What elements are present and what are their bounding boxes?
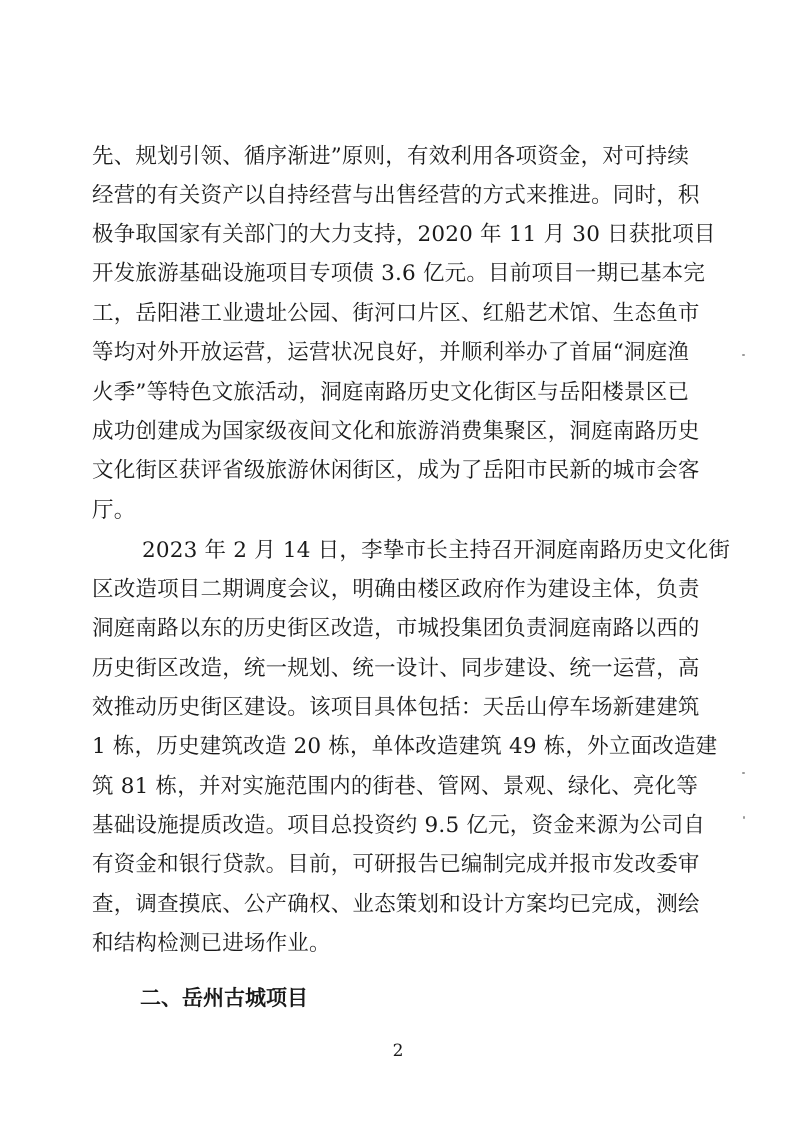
paragraph-1-line-1: 先、规划引领、循序渐进”原则，有效利用各项资金，对可持续 [92,144,690,169]
paragraph-2-line-9: 有资金和银行贷款。目前，可研报告已编制完成并报市发改委审 [92,852,700,877]
paragraph-1-line-3: 极争取国家有关部门的大力支持，2020 年 11 月 30 日获批项目 [92,222,716,247]
scan-speck [743,816,745,819]
paragraph-2-line-10: 查，调查摸底、公产确权、业态策划和设计方案均已完成，测绘 [92,892,700,917]
paragraph-2-line-4: 历史街区改造，统一规划、统一设计、同步建设、统一运营，高 [92,656,700,681]
paragraph-2-line-5: 效推动历史街区建设。该项目具体包括：天岳山停车场新建建筑 [92,695,700,720]
paragraph-2-line-6: 1 栋，历史建筑改造 20 栋，单体改造建筑 49 栋，外立面改造建 [92,734,718,759]
paragraph-2-line-3: 洞庭南路以东的历史街区改造，市城投集团负责洞庭南路以西的 [92,616,700,641]
paragraph-1-line-7: 火季”等特色文旅活动，洞庭南路历史文化街区与岳阳楼景区已 [92,380,690,405]
paragraph-1-line-8: 成功创建成为国家级夜间文化和旅游消费集聚区，洞庭南路历史 [92,419,700,444]
scan-speck [742,772,745,774]
paragraph-1-line-2: 经营的有关资产以自持经营与出售经营的方式来推进。同时，积 [92,183,700,208]
paragraph-1-line-4: 开发旅游基础设施项目专项债 3.6 亿元。目前项目一期已基本完 [92,261,706,286]
paragraph-1-line-5: 工，岳阳港工业遗址公园、街河口片区、红船艺术馆、生态鱼市 [92,301,700,326]
paragraph-2-line-2: 区改造项目二期调度会议，明确由楼区政府作为建设主体，负责 [92,577,700,602]
paragraph-1-line-9: 文化街区获评省级旅游休闲街区，成为了岳阳市民新的城市会客 [92,458,700,483]
paragraph-2-line-1: 2023 年 2 月 14 日，李挚市长主持召开洞庭南路历史文化街 [142,538,731,563]
paragraph-2-line-8: 基础设施提质改造。项目总投资约 9.5 亿元，资金来源为公司自 [92,813,706,838]
paragraph-1-line-6: 等均对外开放运营，运营状况良好，并顺利举办了首届“洞庭渔 [92,340,690,365]
section-heading: 二、岳州古城项目 [140,986,308,1010]
scan-speck [742,354,745,356]
paragraph-2-line-7: 筑 81 栋，并对实施范围内的街巷、管网、景观、绿化、亮化等 [92,774,699,799]
paragraph-2-line-11: 和结构检测已进场作业。 [92,931,331,956]
paragraph-1-line-10: 厅。 [92,498,136,523]
page-number: 2 [392,1041,404,1061]
